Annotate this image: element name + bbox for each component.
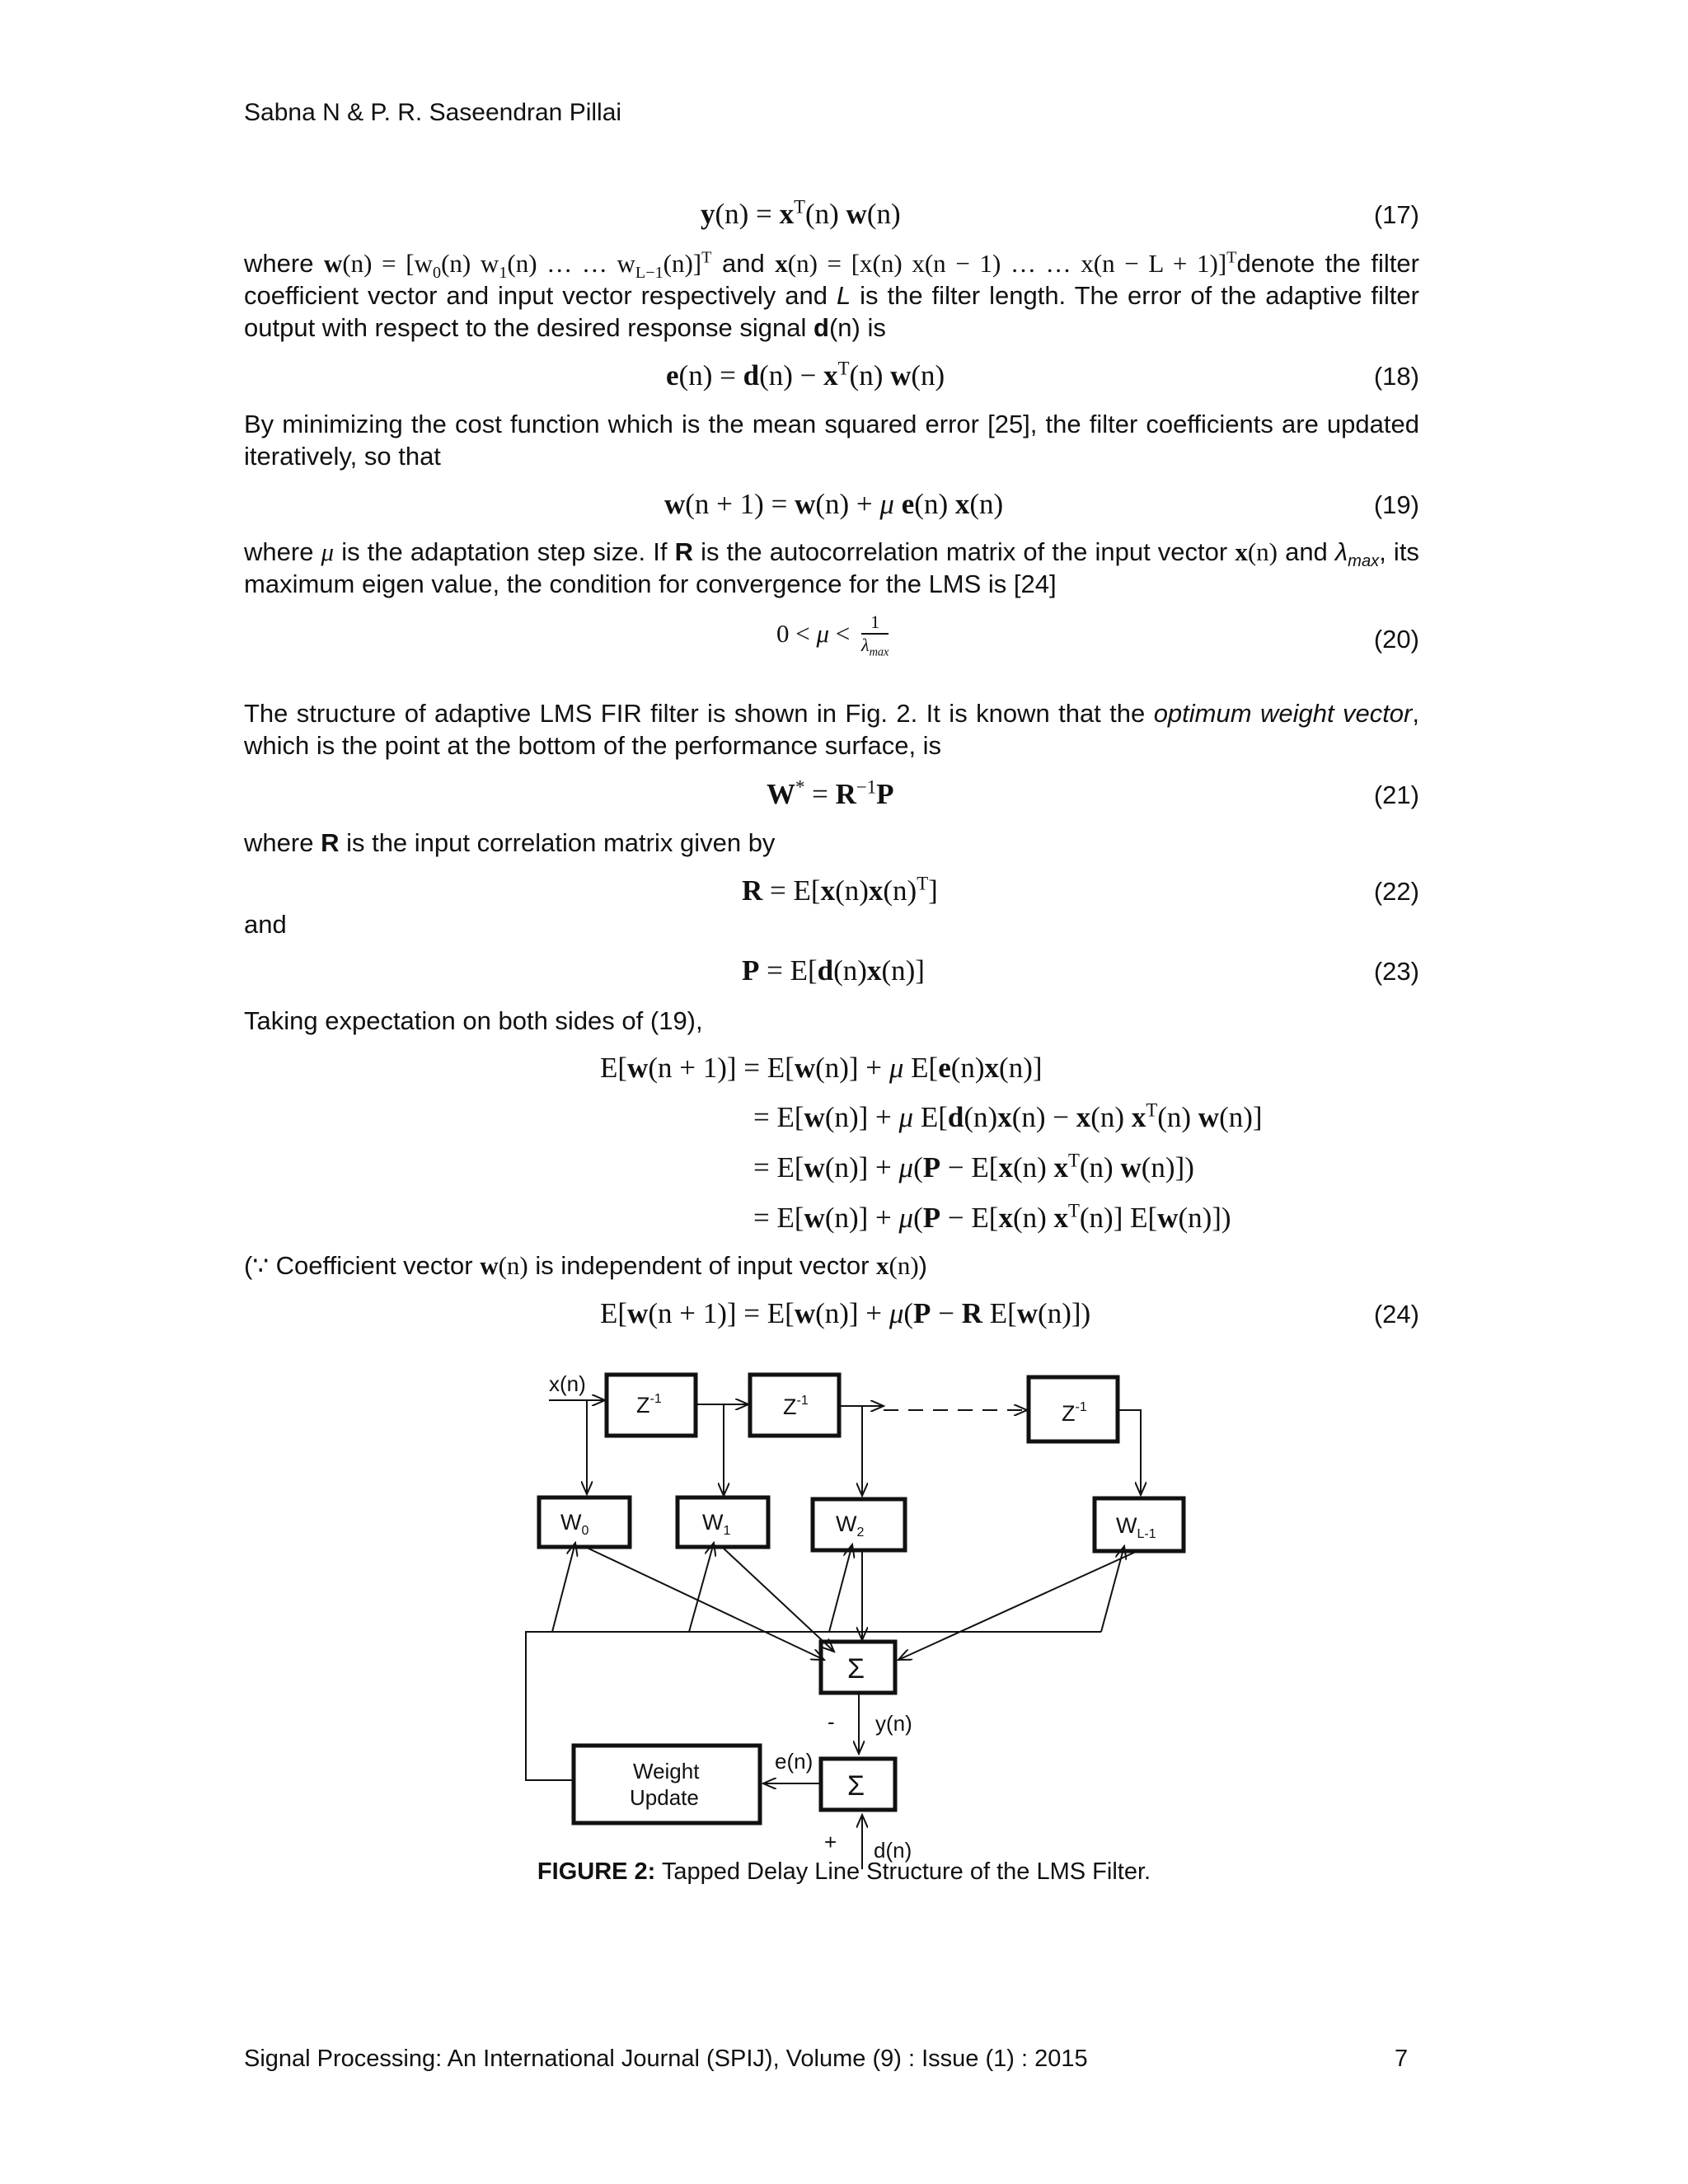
derivation-line-4: = E[w(n)] + μ(P − E[x(n) $x^T(n)$] E[w(n)]) xyxy=(753,1200,1231,1234)
equation-number: (18) xyxy=(1373,362,1419,391)
equation-18: $e(n) = d(n) - x^T(n)$ w(n) xyxy=(666,358,945,391)
delay-2-label: $Z^{-1}$ xyxy=(783,1394,809,1419)
equation-21: $W^* = R^{-1}P$ xyxy=(767,776,894,810)
label-xn: x(n) xyxy=(549,1371,586,1396)
equation-number: (20) xyxy=(1373,625,1419,654)
weight-block-w0 xyxy=(539,1497,630,1547)
equation-number: (22) xyxy=(1373,877,1419,906)
weight-w2-label: $W_2$ xyxy=(836,1511,865,1540)
paragraph: where R is the input correlation matrix given by xyxy=(244,828,776,857)
derivation-line-1: E[w(n + 1)] = E[w(n)] + μ E[e(n)x(n)] xyxy=(600,1052,1043,1084)
label-yn: y(n) xyxy=(875,1711,912,1736)
equation-number: (23) xyxy=(1373,957,1419,986)
summer-2-symbol: Σ xyxy=(847,1770,865,1802)
derivation-line-3: = E[w(n)] + μ(P − E[x(n) $x^T(n)$ w(n)]) xyxy=(753,1150,1194,1183)
delay-1-label: $Z^{-1}$ xyxy=(636,1392,662,1418)
equation-number: (24) xyxy=(1373,1300,1419,1329)
paragraph: and xyxy=(244,910,287,939)
derivation-line-2: = E[w(n)] + μ E[d(n)x(n) − x(n) $x^T(n)$ w(n)] xyxy=(753,1099,1263,1133)
weight-update-block xyxy=(574,1746,760,1823)
weight-update-line-1: Weight xyxy=(633,1759,700,1783)
equation-number: (19) xyxy=(1373,490,1419,519)
label-en: e(n) xyxy=(775,1749,814,1774)
equation-22: $R = E[x(n)x(n)^T]$ xyxy=(742,873,938,907)
weight-update-line-2: Update xyxy=(630,1785,699,1810)
delay-3-label: $Z^{-1}$ xyxy=(1062,1400,1087,1426)
paragraph: The structure of adaptive LMS FIR filter is shown in Fig. 2. It is known that the optimum weight vector, which is the point at the bottom of the performance surface, is xyxy=(244,699,1419,760)
weight-block-wl xyxy=(1095,1498,1184,1551)
equation-number: (17) xyxy=(1373,200,1419,229)
weight-w0-label: $W_0$ xyxy=(560,1510,589,1538)
weight-w1-label: $W_1$ xyxy=(702,1510,731,1538)
equation-24: E[w(n + 1)] = E[w(n)] + μ(P − R E[w(n)]) xyxy=(600,1297,1091,1329)
figure-caption: FIGURE 2: Tapped Delay Line Structure of the LMS Filter. xyxy=(537,1858,1151,1885)
equation-17: $y(n) = x^T(n)$ w(n) xyxy=(701,196,901,230)
page-footer: Signal Processing: An International Journal (SPIJ), Volume (9) : Issue (1) : 2015 xyxy=(244,2046,1088,2072)
equation-20: 0 < μ < 1 $\lambda_{max}$ xyxy=(776,612,889,659)
page-number: 7 xyxy=(1395,2046,1409,2072)
label-dn: d(n) xyxy=(874,1838,912,1863)
label-plus: + xyxy=(824,1830,837,1854)
running-header: Sabna N & P. R. Saseendran Pillai xyxy=(244,99,622,126)
summer-1-symbol: Σ xyxy=(847,1653,865,1685)
label-minus: - xyxy=(828,1709,835,1734)
equation-number: (21) xyxy=(1373,780,1419,809)
paragraph: By minimizing the cost function which is the mean squared error [25], the filter coefficients are updated iteratively, so that xyxy=(244,410,1419,471)
paragraph: where $w(n) = [w_0(n)$ $w_1(n)$ … … $w_{L-1}(n)]^T$ and x(n) = [x(n) x(n − 1) … … x(n − L + 1)]$^T$denote the filter coefficient vector and input vector respectively and L is the filter length. The error of the adaptive filter output with respect to the desired response signal d(n) is xyxy=(244,248,1419,342)
weight-wl-label: $W_{L-1}$ xyxy=(1116,1513,1156,1541)
paragraph: (∵ Coefficient vector w(n) is independent of input vector x(n)) xyxy=(244,1251,927,1280)
weight-block-w2 xyxy=(813,1499,905,1550)
paragraph: Taking expectation on both sides of (19), xyxy=(244,1006,703,1035)
equation-23: P = E[d(n)x(n)] xyxy=(742,954,925,987)
equation-19: w(n + 1) = w(n) + μ e(n) x(n) xyxy=(664,488,1004,520)
paragraph: where μ is the adaptation step size. If R is the autocorrelation matrix of the input vector x(n) and $\lambda_{max}$, its maximum eigen value, the condition for convergence for the LMS is [24] xyxy=(244,537,1419,598)
